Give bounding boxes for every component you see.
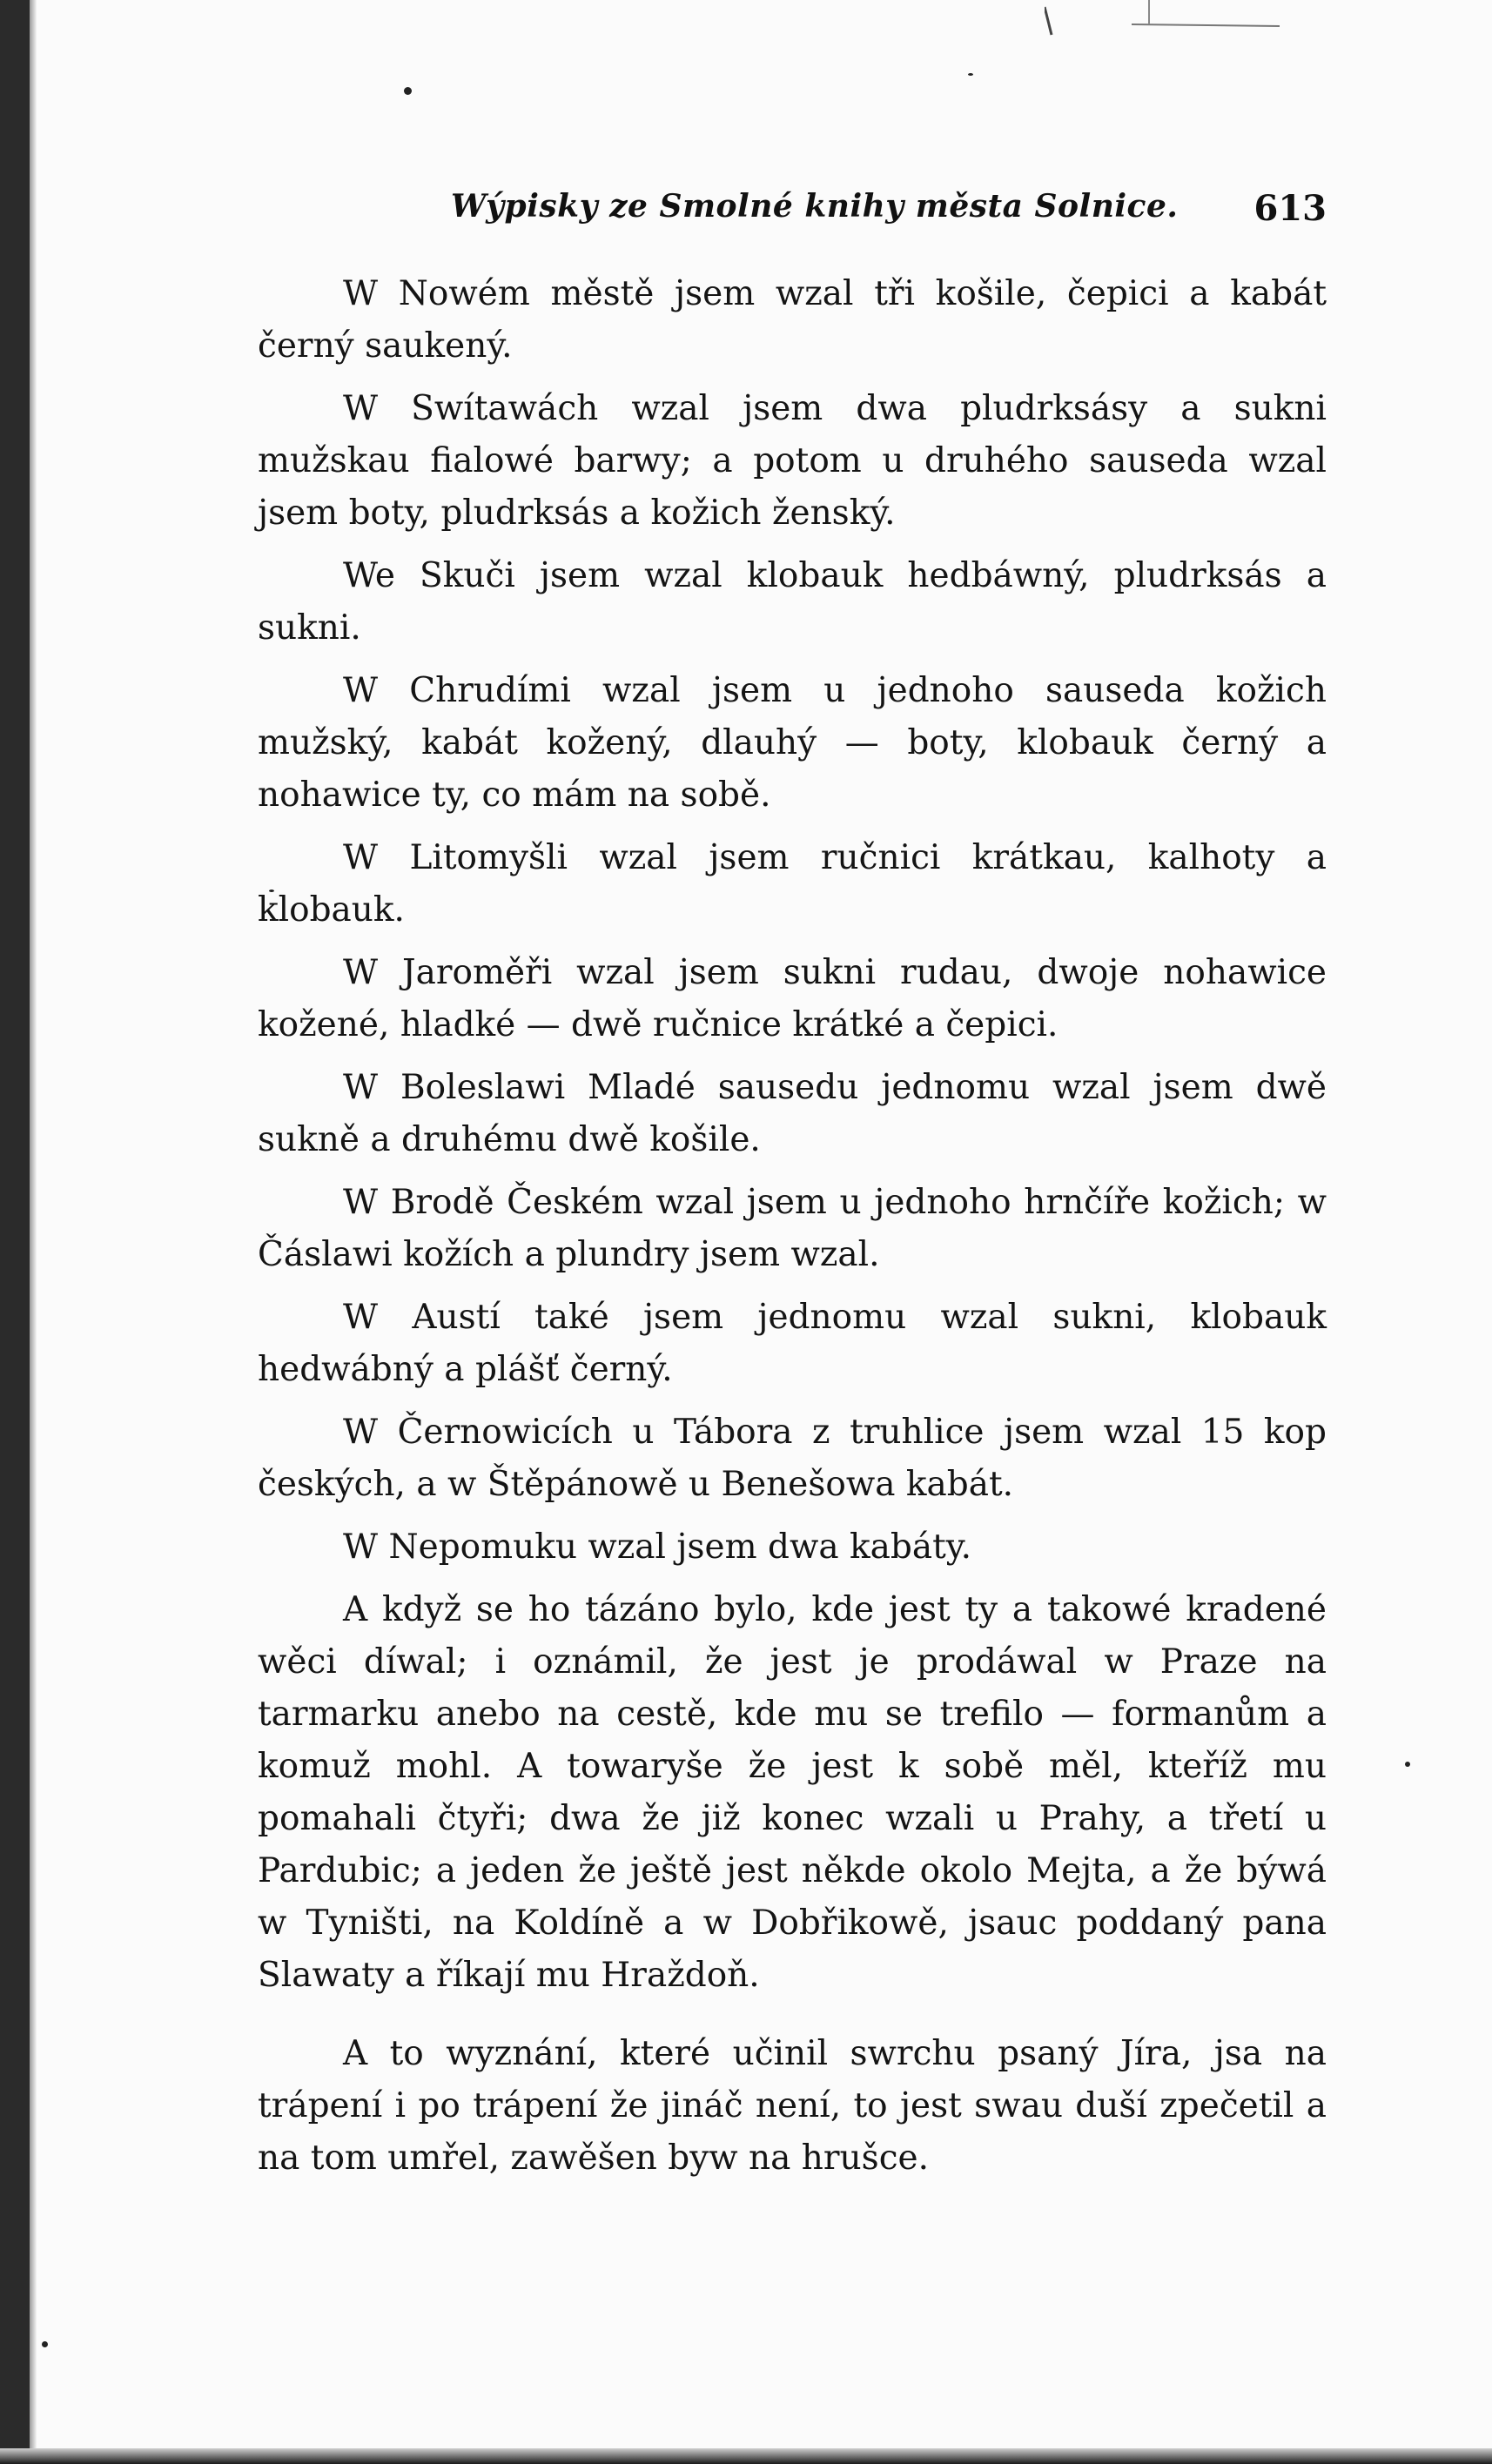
scan-mark — [1132, 24, 1280, 26]
paragraph: W Brodě Českém wzal jsem u jednoho hrnčíře kožich; w Čáslawi kožích a plundry jsem wzal. — [258, 1183, 1327, 1274]
scan-speck — [968, 73, 973, 76]
running-title: Wýpisky ze Smolné knihy města Solnice. — [451, 188, 1179, 225]
paragraph: A to wyznání, které učinil swrchu psaný Jíra, jsa na trápení i po trápení že jináč není, to jest swau duší zpečetil a na tom umřel, zawěšen byw na hrušce. — [258, 2034, 1327, 2178]
paragraph: We Skuči jsem wzal klobauk hedbáwný, pludrksás a sukni. — [258, 556, 1327, 648]
scan-bottom-edge — [0, 2448, 1492, 2464]
paragraph: W Jaroměři wzal jsem sukni rudau, dwoje nohawice kožené, hladké — dwě ručnice krátké a čepici. — [258, 953, 1327, 1044]
scan-left-edge — [0, 0, 30, 2464]
paragraph: W Nowém městě jsem wzal tři košile, čepici a kabát černý saukený. — [258, 274, 1327, 366]
scan-mark — [1045, 7, 1052, 35]
paragraph: W Austí také jsem jednomu wzal sukni, klobauk hedwábný a plášť černý. — [258, 1298, 1327, 1389]
paragraph: W Černowicích u Tábora z truhlice jsem wzal 15 kop českých, a w Štěpánowě u Benešowa kabát. — [258, 1413, 1327, 1504]
scan-speck — [1405, 1762, 1410, 1767]
paragraph: W Litomyšli wzal jsem ručnici krátkau, kalhoty a klobauk. — [258, 838, 1327, 930]
paragraph: W Swítawách wzal jsem dwa pludrksásy a sukni mužskau fialowé barwy; a potom u druhého sauseda wzal jsem boty, pludrksás a kožich ženský. — [258, 389, 1327, 533]
paragraph: W Boleslawi Mladé sausedu jednomu wzal jsem dwě sukně a druhému dwě košile. — [258, 1068, 1327, 1159]
page-header — [258, 188, 1327, 240]
page-body — [258, 268, 1327, 2195]
scan-speck — [42, 2341, 48, 2347]
paragraph: W Chrudími wzal jsem u jednoho sauseda kožich mužský, kabát kožený, dlauhý — boty, klobauk černý a nohawice ty, co mám na sobě. — [258, 671, 1327, 815]
page-number: 613 — [1253, 188, 1327, 229]
paragraph: A když se ho tázáno bylo, kde jest ty a takowé kradené wěci díwal; i oznámil, že jest je prodáwal w Praze na tarmarku anebo na cestě, kde mu se trefilo — formanům a komuž mohl. A towaryše že jest k sobě měl, kteříž mu pomahali čtyři; dwa že již konec wzali u Prahy, a třetí u Pardubic; a jeden že ještě jest někde okolo Mejta, a že býwá w Tyništi, na Koldíně a w Dobřikowě, jsauc poddaný pana Slawaty a říkají mu Hraždoň. — [258, 1590, 1327, 1995]
scan-left-shadow — [30, 0, 37, 2464]
scan-top-marks — [1045, 0, 1306, 44]
paragraph: W Nepomuku wzal jsem dwa kabáty. — [343, 1527, 972, 1567]
scan-speck — [404, 87, 412, 95]
